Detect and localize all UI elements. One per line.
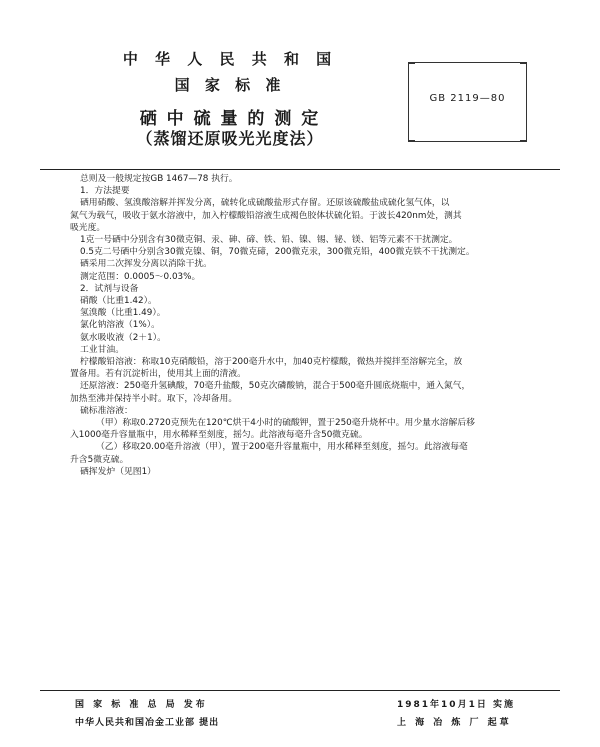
body-line: 还原溶液：250毫升氢碘酸，70毫升盐酸，50克次磷酸钠，混合于500毫升圆底烧瓶中，通入氮气， [80,381,471,392]
body-line: 氮气为载气，吸收于氨水溶液中，加入柠檬酸铅溶液生成褐色胶体状硫化铅。于波长420nm处，测其 [70,210,462,221]
body-line: 硒挥发炉（见图1） [80,466,156,477]
body-line: （乙）移取20.00毫升溶液（甲），置于200毫升容量瓶中，用水稀释至刻度，摇匀。此溶液每毫 [96,442,468,453]
body-line: 柠檬酸铅溶液：称取10克硝酸铅，溶于200毫升水中，加40克柠檬酸，微热并搅拌至溶解完全，放 [80,357,463,368]
document-title: 硒 中 硫 量 的 测 定 [139,109,321,129]
issuing-country: 中 华 人 民 共 和 国 [122,50,338,68]
body-line: 氢溴酸（比重1.49）。 [80,308,166,319]
body-line: 加热至沸并保持半小时。取下，冷却备用。 [70,393,238,404]
document-body [70,173,550,478]
section-heading: 1．方法提要 [80,186,130,197]
body-line: 硒用硝酸、氢溴酸溶解并挥发分离，硫转化成硫酸盐形式存留。还原该硫酸盐成硫化氢气体，以 [80,198,450,209]
body-line: 氯化钠溶液（1%）。 [80,320,160,331]
body-line: 测定范围：0.0005～0.03%。 [80,271,201,282]
footer-divider [40,690,560,691]
body-line: 升含5微克硫。 [70,454,129,465]
standard-code-box [408,62,527,142]
body-line: 入1000毫升容量瓶中，用水稀释至刻度，摇匀。此溶液每毫升含50微克硫。 [70,430,368,441]
body-line: 1克一号硒中分别含有30微克铜、汞、砷、碲、铁、铅、镍、锡、铋、镁、铝等元素不干扰测定。 [80,235,458,246]
body-line: 工业甘油。 [80,344,124,355]
header-divider [40,169,560,170]
body-line: 总则及一般规定按GB 1467—78 执行。 [80,174,238,184]
body-line: 硫标准溶液： [80,405,133,416]
issue-date: 1981年10月1日 实施 [397,700,515,710]
document-subtitle: （蒸馏还原吸光光度法） [136,129,324,148]
body-line: 0.5克二号硒中分别含30微克镍、铜，70微克碲，200微克汞，300微克铅，400微克铁不干扰测定。 [80,247,475,258]
body-line: 硝酸（比重1.42）。 [80,296,157,307]
issuer: 国 家 标 准 总 局 发布 [75,700,208,710]
body-line: 氨水吸收液（2＋1）。 [80,332,166,343]
body-line: 吸光度。 [70,222,106,233]
body-line: 硒采用二次挥发分离以消除干扰。 [80,259,212,270]
body-line: 置备用。若有沉淀析出，使用其上面的清液。 [70,369,246,380]
body-line: （甲）称取0.2720克预先在120℃烘干4小时的硫酸钾，置于250毫升烧杯中。用少量水溶解后移 [96,418,475,429]
drafter: 上 海 冶 炼 厂 起草 [397,718,512,728]
proposer: 中华人民共和国冶金工业部 提出 [75,718,220,728]
standard-kind: 国 家 标 准 [174,76,286,94]
standard-code: GB 2119—80 [429,93,506,104]
section-heading: 2．试剂与设备 [80,283,139,294]
